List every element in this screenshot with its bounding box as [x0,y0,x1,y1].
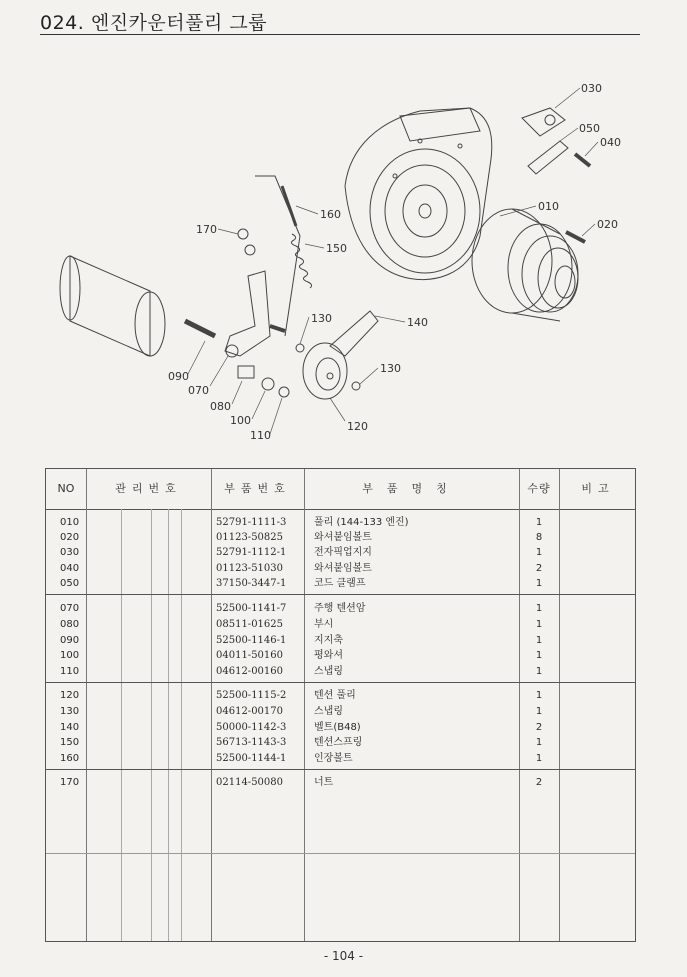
cell-qty: 1 [535,578,543,589]
cell-name: 텐션스프링 [314,737,363,748]
support-cylinder-drawing [60,256,215,356]
cell-no: 090 [60,635,80,646]
cell-qty: 1 [535,603,543,614]
cell-name: 텐션 풀리 [314,690,356,701]
cell-name: 평와셔 [314,650,343,661]
cell-qty: 2 [535,563,543,574]
cell-qty: 2 [535,722,543,733]
page-number: - 104 - [323,949,364,963]
header-no: NO [57,482,75,495]
cell-part-no: 37150-3447-1 [216,578,287,589]
cell-name: 스냅링 [314,706,343,717]
cell-qty: 1 [535,706,543,717]
header-remark: 비고 [581,482,615,495]
cell-name: 전자픽업지지 [314,547,372,558]
cell-no: 140 [60,722,80,733]
cell-no: 080 [60,619,80,630]
cell-part-no: 52500-1115-2 [216,690,287,701]
callout-120: 120 [347,420,368,433]
callout-040: 040 [600,136,621,149]
callout-080: 080 [210,400,231,413]
cell-part-no: 52500-1146-1 [216,635,287,646]
header-part-no: 부품번호 [224,482,291,495]
callout-170: 170 [196,223,217,236]
diagram-callouts [168,82,621,442]
cell-part-no: 52500-1144-1 [216,753,287,764]
table-row [46,648,635,663]
callout-050: 050 [579,122,600,135]
cell-qty: 1 [535,737,543,748]
table-row [46,735,635,750]
callout-160: 160 [320,208,341,221]
cell-no: 120 [60,690,80,701]
callout-130-upper: 130 [311,312,332,325]
cell-qty: 1 [535,690,543,701]
bush-washer-drawing [238,366,289,397]
cell-no: 040 [60,563,80,574]
page-title: 024. 엔진카운터풀리 그룹 [40,12,268,34]
table-row [46,775,635,790]
table-row [46,530,635,545]
cell-part-no: 01123-50825 [216,532,284,543]
cell-qty: 1 [535,517,543,528]
cell-no: 070 [60,603,80,614]
parts-table [45,468,636,942]
callout-150: 150 [326,242,347,255]
cell-name: 부시 [314,619,334,630]
cell-no: 110 [60,666,80,677]
group-separator [46,853,635,854]
group-separator [46,682,635,683]
cell-part-no: 08511-01625 [216,619,284,630]
table-row [46,720,635,735]
callout-100: 100 [230,414,251,427]
cell-part-no: 56713-1143-3 [216,737,287,748]
cell-name: 코드 클램프 [314,578,366,589]
tension-spring-drawing [255,176,312,336]
table-row [46,545,635,560]
cell-name: 너트 [314,777,334,788]
table-row [46,664,635,679]
cell-part-no: 52791-1111-3 [216,517,287,528]
tension-pulley-drawing [296,311,378,399]
callout-110: 110 [250,429,271,442]
table-row [46,617,635,632]
engine-housing-drawing [345,108,492,280]
cell-no: 150 [60,737,80,748]
callout-090: 090 [168,370,189,383]
cell-no: 050 [60,578,80,589]
cell-name: 인장볼트 [314,753,353,764]
cell-no: 160 [60,753,80,764]
pickup-bracket-drawing [522,108,590,174]
cell-qty: 1 [535,753,543,764]
cell-qty: 1 [535,666,543,677]
cell-qty: 8 [535,532,543,543]
cell-part-no: 52791-1112-1 [216,547,287,558]
cell-name: 지지축 [314,635,343,646]
group-separator [46,769,635,770]
cell-qty: 2 [535,777,543,788]
cell-name: 벨트(B48) [314,722,361,733]
cell-part-no: 04612-00170 [216,706,284,717]
table-row [46,601,635,616]
cell-part-no: 04612-00160 [216,666,284,677]
cell-no: 020 [60,532,80,543]
cell-name: 와셔붙임볼트 [314,563,372,574]
cell-no: 100 [60,650,80,661]
cell-name: 풀리 (144-133 엔진) [314,517,409,528]
cell-name: 와셔붙임볼트 [314,532,372,543]
cell-no: 030 [60,547,80,558]
callout-020: 020 [597,218,618,231]
table-header [46,469,635,510]
cell-no: 170 [60,777,80,788]
callout-070: 070 [188,384,209,397]
callout-030: 030 [581,82,602,95]
callout-140: 140 [407,316,428,329]
table-row [46,751,635,766]
nut-170-drawing [238,229,255,255]
counter-pulley-drawing [472,209,578,321]
tension-arm-drawing [225,271,285,357]
title-rule [40,34,640,35]
header-mgmt-no: 관리번호 [115,482,182,495]
cell-part-no: 52500-1141-7 [216,603,287,614]
cell-qty: 1 [535,547,543,558]
cell-name: 주행 텐션암 [314,603,366,614]
callout-010: 010 [538,200,559,213]
table-row [46,561,635,576]
exploded-parts-diagram [0,36,687,466]
cell-qty: 1 [535,635,543,646]
bolt-020-drawing [566,232,585,242]
table-row [46,515,635,530]
cell-part-no: 50000-1142-3 [216,722,287,733]
table-row [46,576,635,591]
cell-part-no: 04011-50160 [216,650,284,661]
cell-no: 010 [60,517,80,528]
header-part-name: 부품명칭 [362,482,461,495]
callout-130-lower: 130 [380,362,401,375]
cell-name: 스냅링 [314,666,343,677]
cell-qty: 1 [535,650,543,661]
table-row [46,704,635,719]
cell-qty: 1 [535,619,543,630]
table-row [46,688,635,703]
cell-part-no: 01123-51030 [216,563,284,574]
cell-part-no: 02114-50080 [216,777,284,788]
group-separator [46,594,635,595]
table-row [46,633,635,648]
cell-no: 130 [60,706,80,717]
header-qty: 수량 [527,482,551,495]
